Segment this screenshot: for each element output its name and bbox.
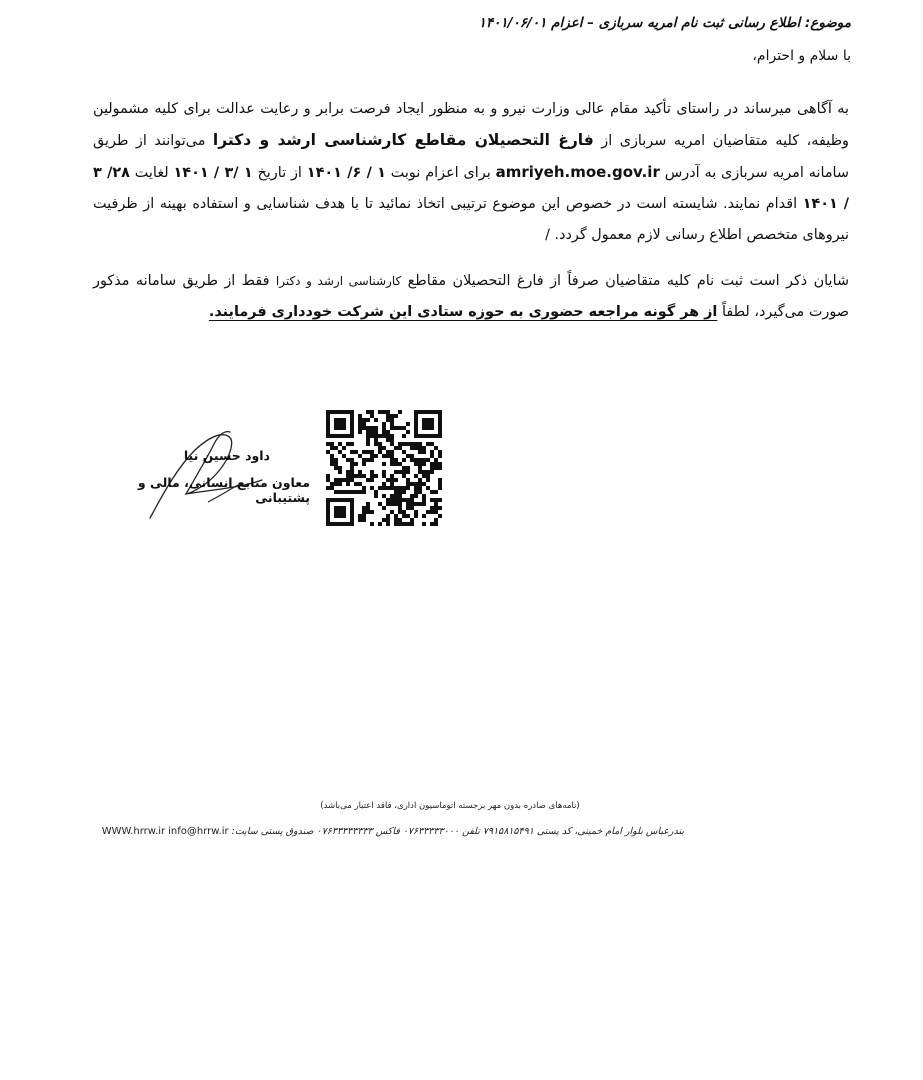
start-date: ۱ /۳ / ۱۴۰۱ bbox=[173, 165, 253, 181]
footer-email[interactable]: info@hrrw.ir bbox=[168, 826, 229, 837]
footer-website[interactable]: WWW.hrrw.ir bbox=[101, 826, 166, 837]
signature-block bbox=[90, 410, 310, 530]
letter-subject: موضوع: اطلاع رسانی ثبت نام امریه سربازی – اعزام ۱۴۰۱/۰۶/۰۱ bbox=[478, 15, 851, 31]
footer-contact-line bbox=[101, 826, 684, 837]
registration-url[interactable]: amriyeh.moe.gov.ir bbox=[495, 163, 660, 181]
p2-bold-emphasis: از هر گونه مراجعه حضوری به حوزه ستادی این شرکت خودداری فرمایند. bbox=[208, 304, 718, 320]
letter-paragraph-1 bbox=[93, 94, 849, 251]
end-date: ۲۸/ ۳ / ۱۴۰۱ bbox=[93, 165, 849, 212]
letter-paragraph-2 bbox=[93, 266, 849, 328]
handwritten-signature-icon bbox=[90, 410, 310, 530]
footer-validity-note: (نامه‌های صادره بدون مهر برجسته اتوماسیون اداری، فاقد اعتبار می‌باشد) bbox=[320, 801, 580, 811]
footer-website-label: سایت: bbox=[231, 826, 258, 837]
p2-text-a: شایان ذکر است ثبت نام کلیه متقاضیان صرفاً از فارغ التحصیلان مقاطع bbox=[401, 273, 850, 289]
p1-text-after: اقدام نمایند. شایسته است در خصوص این موضوع ترتیبی اتخاذ نمائید تا با هدف شناسایی و استفاده بهینه از ظرفیت نیروهای متخصص اطلاع رسانی لازم معمول گردد. / bbox=[93, 196, 849, 243]
p1-text-from: از تاریخ bbox=[252, 165, 307, 181]
p2-text-b: فقط از طریق سامانه مذکور صورت می‌گیرد، لطفاً bbox=[93, 273, 849, 320]
dispatch-date: ۱ / ۶/ ۱۴۰۱ bbox=[306, 165, 386, 181]
p1-text-until: لغایت bbox=[129, 165, 174, 181]
p1-text-a: به آگاهی میرساند در راستای تأکید مقام عالی وزارت نیرو و به منظور ایجاد فرصت برابر و رعایت عدالت برای کلیه مشمولین وظیفه، کلیه متقاضیان امریه سربازی از bbox=[93, 101, 849, 149]
p1-bold-degree: فارغ التحصیلان مقاطع کارشناسی ارشد و دکترا bbox=[212, 131, 594, 149]
signatory-name: داود حسین نیا bbox=[183, 448, 270, 463]
p2-small-degree: کارشناسی ارشد و دکترا bbox=[275, 274, 402, 288]
letter-greeting: با سلام و احترام، bbox=[752, 48, 851, 64]
p1-text-b: می‌توانند از طریق سامانه امریه سربازی به آدرس bbox=[93, 133, 849, 181]
p1-text-c: برای اعزام نوبت bbox=[385, 165, 496, 181]
footer-address: بندرعباس بلوار امام خمینی، کد پستی ۷۹۱۵۸۱۵۴۹۱ تلفن ۰۷۶۳۳۳۳۳۰۰۰ فاکس ۰۷۶۳۳۳۳۳۳۳۳ صندوق پستی bbox=[260, 826, 684, 837]
qr-code-icon bbox=[326, 410, 442, 526]
signatory-title: معاون منابع انسانی، مالی و پشتیبانی bbox=[137, 475, 310, 505]
